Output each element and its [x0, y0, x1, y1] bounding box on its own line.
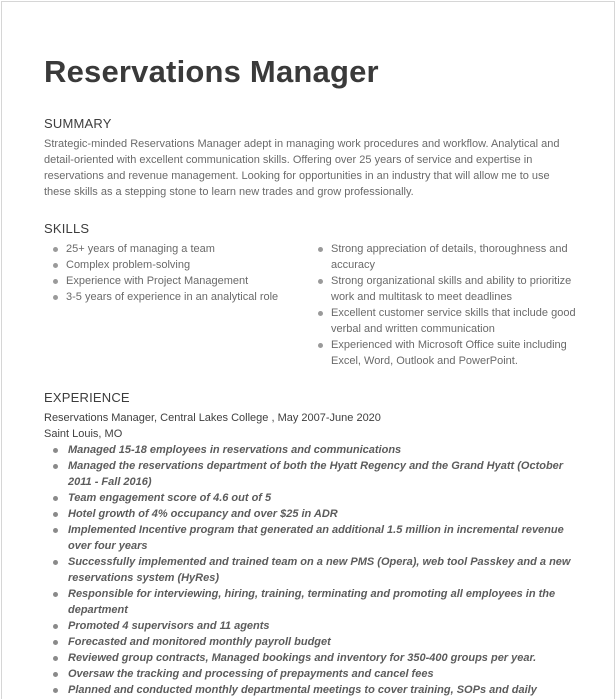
- job-location: Saint Louis, MO: [44, 428, 123, 440]
- skill-item: Strong appreciation of details, thoroughness and accuracy: [309, 241, 581, 273]
- skill-item: Complex problem-solving: [44, 257, 294, 273]
- skill-item: Experience with Project Management: [44, 273, 294, 289]
- skills-list-right: [309, 241, 581, 369]
- job-title-line: Reservations Manager, Central Lakes College , May 2007-June 2020: [44, 412, 381, 424]
- skill-item: Experienced with Microsoft Office suite including Excel, Word, Outlook and PowerPoint.: [309, 337, 581, 369]
- experience-bullet: Implemented Incentive program that generated an additional 1.5 million in incremental revenue over four years: [44, 522, 574, 554]
- experience-heading: EXPERIENCE: [44, 390, 130, 405]
- experience-bullet: Managed the reservations department of both the Hyatt Regency and the Grand Hyatt (October 2011 - Fall 2016): [44, 458, 574, 490]
- experience-bullet: Promoted 4 supervisors and 11 agents: [44, 618, 574, 634]
- summary-text: Strategic-minded Reservations Manager adept in managing work procedures and workflow. Analytical and detail-oriented with excellent communication skills. Offering over 25 years of service and expertise in reservations and revenue management. Looking for opportunities in an industry that will allow me to use these skills as a stepping stone to learn new trades and grow professionally.: [44, 138, 560, 198]
- skills-heading: SKILLS: [44, 221, 90, 236]
- experience-bullet: Team engagement score of 4.6 out of 5: [44, 490, 574, 506]
- skill-item: 3-5 years of experience in an analytical role: [44, 289, 294, 305]
- experience-bullets: [44, 442, 574, 698]
- summary-heading: SUMMARY: [44, 116, 112, 131]
- experience-bullet: Responsible for interviewing, hiring, training, terminating and promoting all employees in the department: [44, 586, 574, 618]
- skills-list-left: [44, 241, 294, 305]
- skill-item: 25+ years of managing a team: [44, 241, 294, 257]
- experience-bullet: Hotel growth of 4% occupancy and over $25 in ADR: [44, 506, 574, 522]
- experience-bullet: Successfully implemented and trained team on a new PMS (Opera), web tool Passkey and a new reservations system (HyRes): [44, 554, 574, 586]
- skill-item: Excellent customer service skills that include good verbal and written communication: [309, 305, 581, 337]
- resume-page: [1, 1, 615, 699]
- experience-bullet: Reviewed group contracts, Managed bookings and inventory for 350-400 groups per year.: [44, 650, 574, 666]
- job-header: [44, 410, 584, 442]
- experience-bullet: Oversaw the tracking and processing of prepayments and cancel fees: [44, 666, 574, 682]
- experience-bullet: Planned and conducted monthly departmental meetings to cover training, SOPs and daily: [44, 682, 574, 698]
- resume-title: Reservations Manager: [44, 54, 379, 89]
- skill-item: Strong organizational skills and ability to prioritize work and multitask to meet deadlines: [309, 273, 581, 305]
- experience-bullet: Forecasted and monitored monthly payroll budget: [44, 634, 574, 650]
- experience-bullet: Managed 15-18 employees in reservations and communications: [44, 442, 574, 458]
